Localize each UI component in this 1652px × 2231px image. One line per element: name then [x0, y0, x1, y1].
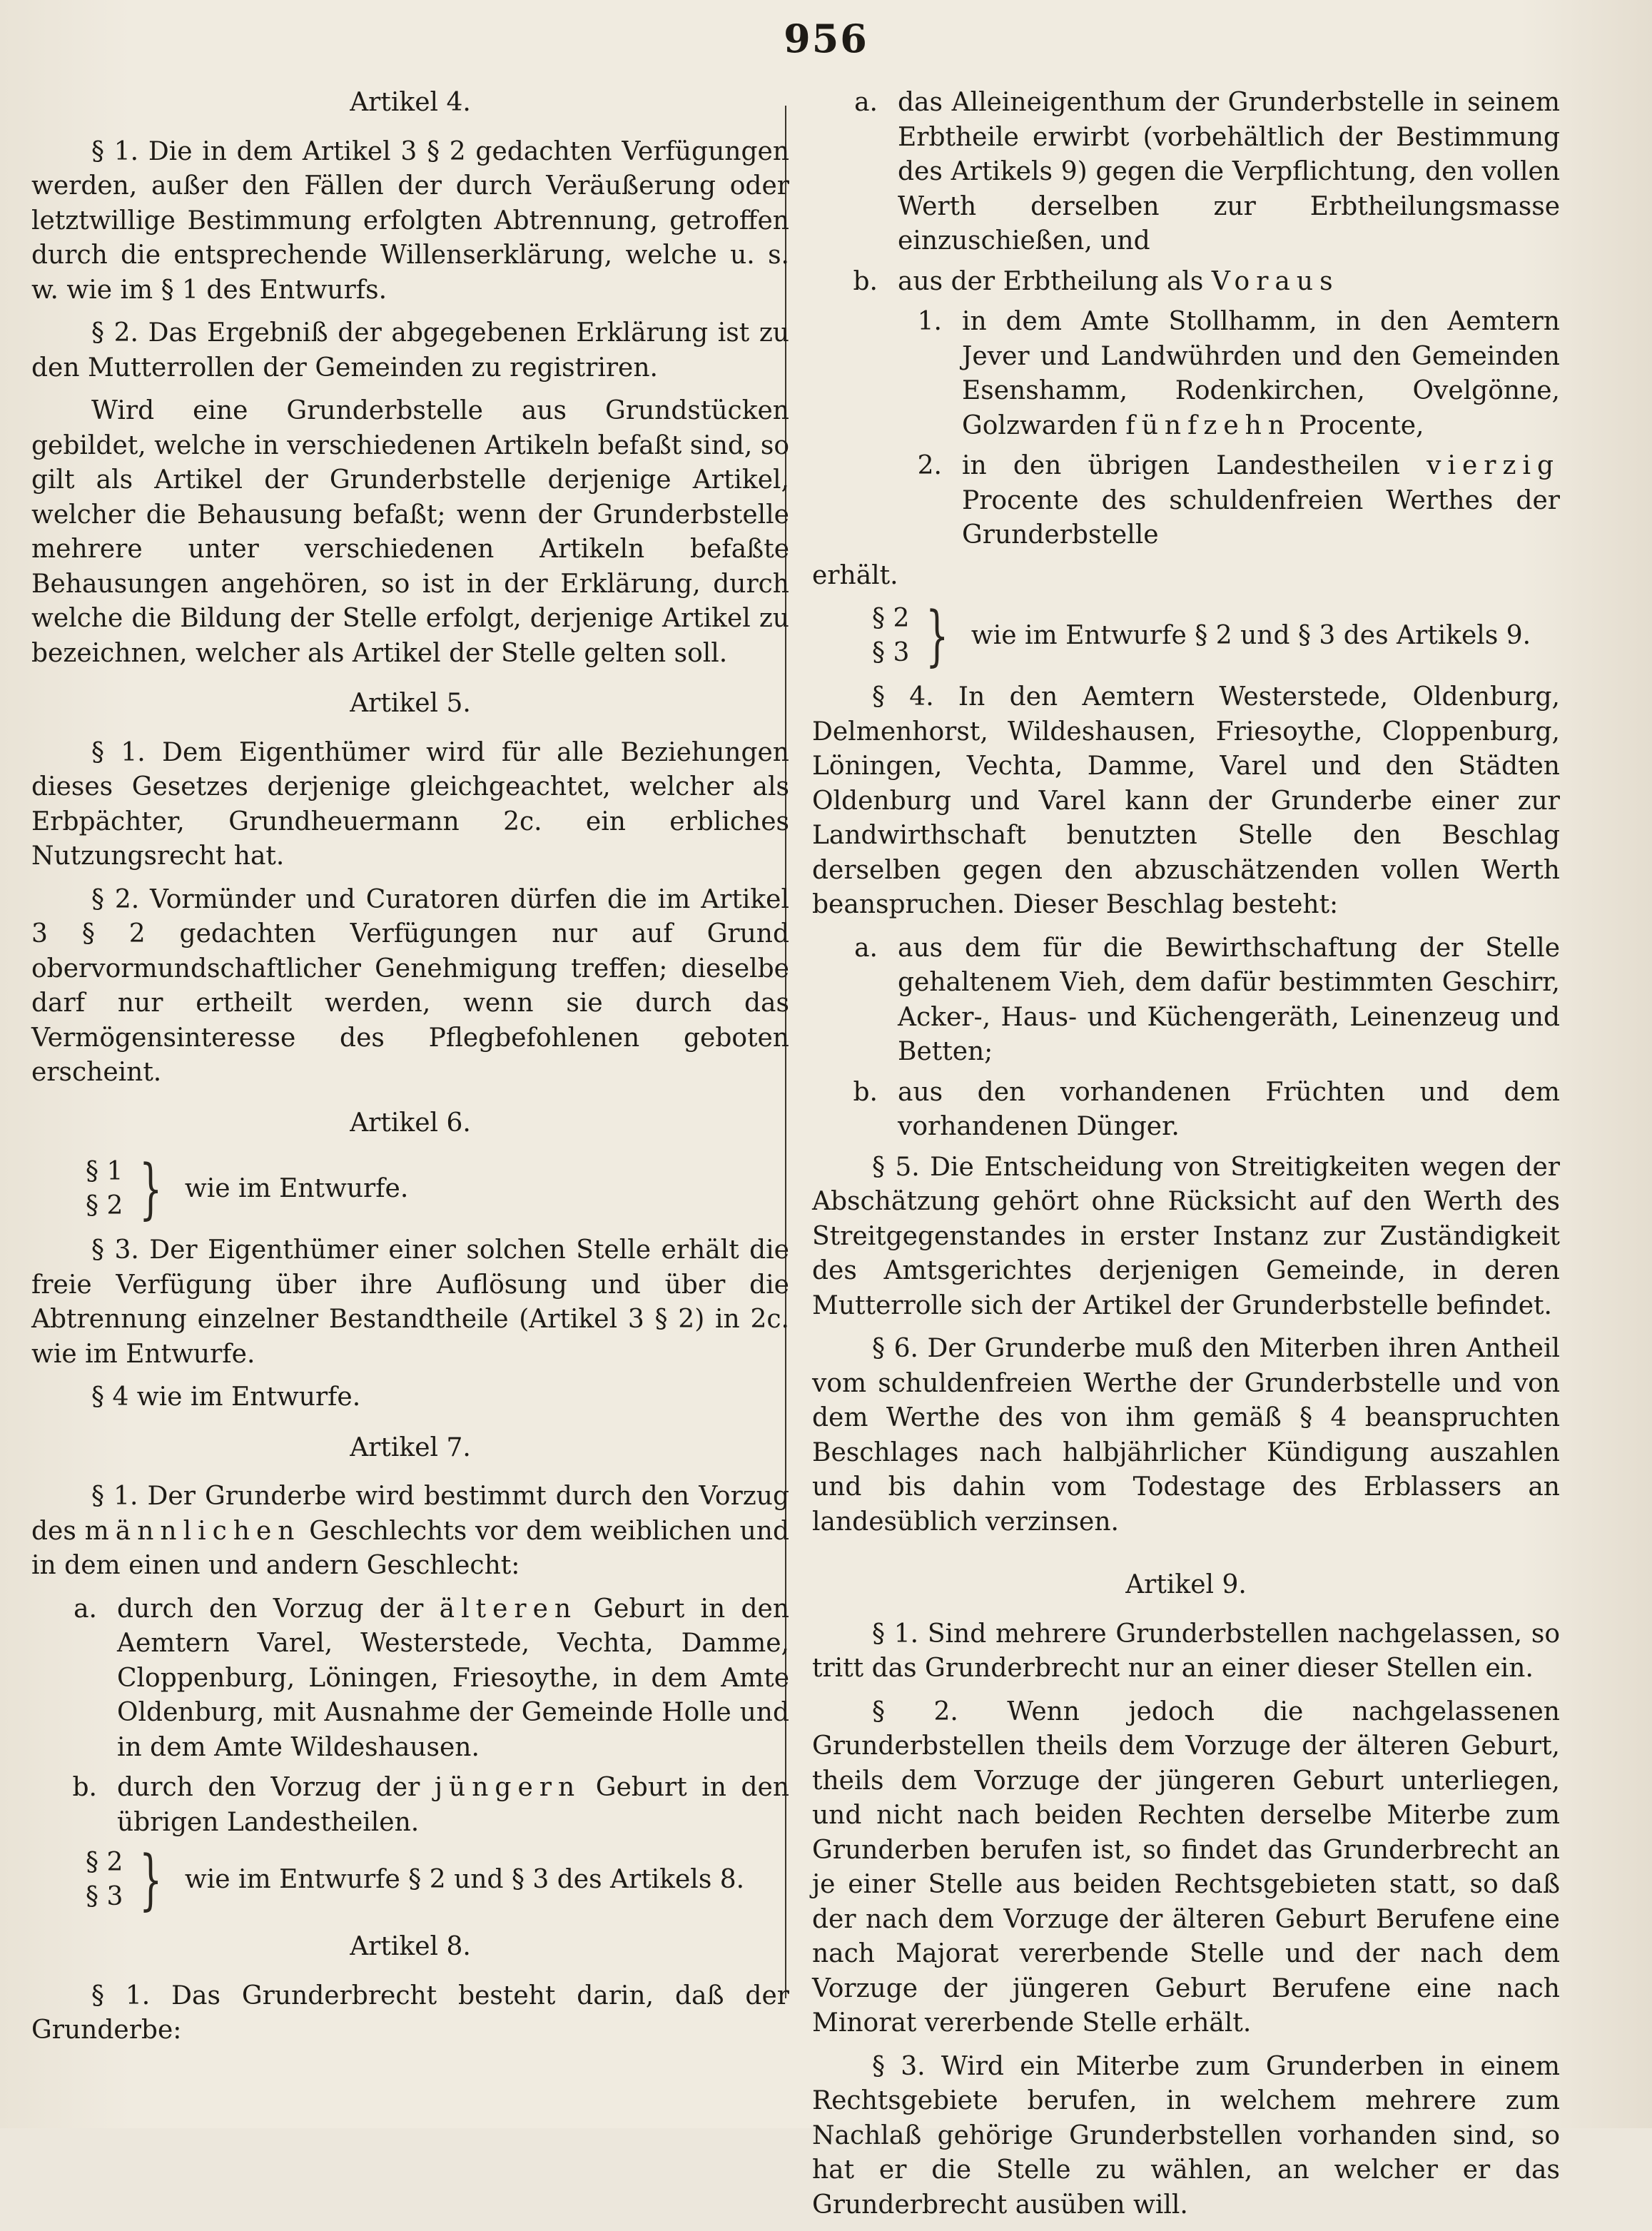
art4-paragraph-3: Wird eine Grunderbstelle aus Grundstücken gebildet, welche in verschiedenen Artikeln befaßt sind, so gilt als Artikel der Grunderbstelle derjenige Artikel, welcher die Behausung befaßt; wenn der Grunderbstelle mehrere unter verschiedenen Artikeln befaßte Behausungen angehören, so ist in der Erklärung, durch welche die Bildung der Stelle erfolgt, derjenige Artikel zu bezeichnen, welcher als Artikel der Stelle gelten soll.: [31, 396, 789, 668]
art8-paragraph-6: § 6. Der Grunderbe muß den Miterben ihren Antheil vom schuldenfreien Werthe der Grunderbstelle und von dem Werthe des von ihm gemäß § 4 beanspruchten Beschlages nach halbjährlicher Kündigung auszahlen und bis dahin vom Todestage des Erblassers an landesüblich verzinsen.: [812, 1334, 1560, 1537]
item-text: [117, 1771, 789, 1840]
heading-artikel-4: Artikel 4.: [350, 88, 471, 117]
art5-paragraph-1: § 1. Dem Eigenthümer wird für alle Beziehungen dieses Gesetzes derjenige gleichgeachtet, welcher als Erbpächter, Grundheuermann 2c. ein erbliches Nutzungsrecht hat.: [31, 737, 789, 871]
item-marker: a.: [854, 88, 878, 117]
art7-item-b: [31, 1771, 789, 1840]
art6-brace-sections: [31, 1155, 123, 1223]
art8-section-3: § 3: [872, 638, 910, 667]
art5-paragraph-2: § 2. Vormünder und Curatoren dürfen die im Artikel 3 § 2 gedachten Verfügungen nur auf Grund obervormundschaftlicher Genehmigung treffen; dieselbe darf nur ertheilt werden, wenn sie durch das Vermögensinteresse des Pflegbefohlenen geboten erscheint.: [31, 884, 789, 1087]
item-marker: a.: [74, 1594, 97, 1624]
heading-artikel-6: Artikel 6.: [350, 1108, 471, 1138]
brace-mark: }: [139, 1841, 163, 1918]
item-marker: a.: [854, 933, 878, 963]
art8-section-2: § 2: [872, 604, 910, 633]
subitem-marker: 2.: [917, 451, 942, 480]
item-text-spaced: Voraus: [1211, 266, 1339, 296]
art8-brace-sections: [812, 602, 909, 670]
art7-section-2: § 2: [86, 1848, 123, 1877]
art7-p1-end: Geschlechts vor dem weiblichen und in dem einen und andern Geschlecht:: [31, 1516, 789, 1580]
art4-paragraph-2: § 2. Das Ergebniß der abgegebenen Erklärung ist zu den Mutterrollen der Gemeinden zu registriren.: [31, 318, 789, 383]
subitem-text-spaced: fünfzehn: [1125, 410, 1292, 440]
art7-brace-group: [31, 1841, 789, 1918]
art8-brace-group: [812, 597, 1560, 674]
item-text-end: Geburt in den Aemtern Varel, Westerstede, Vechta, Damme, Cloppenburg, Löningen, Friesoythe, in dem Amte Oldenburg, mit Ausnahme der Gemeinde Holle und in dem Amte Wildeshausen.: [117, 1594, 790, 1762]
art7-p1-start: § 1. Der Grunderbe wird bestimmt durch den Vorzug des: [31, 1482, 789, 1546]
subitem-text-spaced: vierzig: [1427, 451, 1560, 480]
art6-section-2: § 2: [86, 1191, 123, 1220]
left-column: [31, 86, 789, 2057]
art9-paragraph-1: § 1. Sind mehrere Grunderbstellen nachgelassen, so tritt das Grunderbrecht nur an einer dieser Stellen ein.: [812, 1619, 1560, 1683]
right-column: [812, 86, 1560, 2231]
art6-section-1: § 1: [86, 1157, 123, 1186]
art8-p4-item-b: [812, 1076, 1560, 1145]
item-marker: b.: [853, 1077, 878, 1107]
art7-paragraph-1: [31, 1479, 789, 1584]
subitem-text-start: in dem Amte Stollhamm, in den Aemtern Jever und Landwührden und den Gemeinden Esenshamm, Rodenkirchen, Ovelgönne, Golzwarden: [962, 307, 1560, 440]
subitem-text: [962, 449, 1560, 553]
art7-section-3: § 3: [86, 1882, 123, 1911]
art8-item-b: [812, 265, 1560, 300]
subitem-text-start: in den übrigen Landestheilen: [962, 451, 1400, 480]
item-text: aus dem für die Bewirthschaftung der Stelle gehaltenem Vieh, dem dafür bestimmten Geschirr, Acker-, Haus- und Küchengeräth, Leinenzeug und Betten;: [898, 933, 1560, 1066]
page-number: 956: [784, 16, 868, 61]
art8-paragraph-1: § 1. Das Grunderbrecht besteht darin, daß der Grunderbe:: [31, 1980, 789, 2045]
art8-erhaelt: erhält.: [812, 560, 898, 590]
art7-p1-spaced: männlichen: [84, 1516, 301, 1546]
subitem-marker: 1.: [917, 307, 942, 336]
item-text: [898, 265, 1560, 300]
art9-paragraph-3: § 3. Wird ein Miterbe zum Grunderben in einem Rechtsgebiete berufen, in welchem mehrere zum Nachlaß gehörige Grunderbstellen vorhanden sind, so hat er die Stelle zu wählen, an welcher er das Grunderbrecht ausüben will.: [812, 2051, 1560, 2220]
art6-paragraph-3: § 3. Der Eigenthümer einer solchen Stelle erhält die freie Verfügung über ihre Auflösung und über die Abtrennung einzelner Bestandtheile (Artikel 3 § 2) in 2c. wie im Entwurfe.: [31, 1235, 789, 1369]
item-marker: b.: [72, 1773, 97, 1802]
art6-brace-group: [31, 1150, 789, 1227]
item-text: aus den vorhandenen Früchten und dem vorhandenen Dünger.: [898, 1077, 1560, 1141]
subitem-text: [962, 305, 1560, 443]
art8-brace-text: wie im Entwurfe § 2 und § 3 des Artikels 9.: [971, 620, 1531, 650]
item-text: [117, 1592, 789, 1766]
item-text-start: durch den Vorzug der: [117, 1773, 420, 1802]
item-text-start: durch den Vorzug der: [117, 1594, 424, 1624]
brace-mark: }: [926, 597, 949, 674]
art8-item-a: [812, 86, 1560, 259]
heading-artikel-5: Artikel 5.: [350, 689, 471, 718]
art8-paragraph-4: § 4. In den Aemtern Westerstede, Oldenburg, Delmenhorst, Wildeshausen, Friesoythe, Cloppenburg, Löningen, Vechta, Damme, Varel und den Städten Oldenburg und Varel kann der Grunderbe einer zur Landwirthschaft benutzten Stelle den Beschlag derselben gegen den abzuschätzenden vollen Werth beanspruchen. Dieser Beschlag besteht:: [812, 682, 1560, 919]
art8-p4-item-a: [812, 931, 1560, 1070]
brace-mark: }: [139, 1150, 163, 1227]
subitem-text-end: Procente,: [1299, 410, 1424, 440]
art7-item-a: [31, 1592, 789, 1766]
art7-brace-text: wie im Entwurfe § 2 und § 3 des Artikels 8.: [184, 1864, 745, 1894]
art8-paragraph-5: § 5. Die Entscheidung von Streitigkeiten wegen der Abschätzung gehört ohne Rücksicht auf den Werth des Streitgegenstandes in erster Instanz zur Zuständigkeit des Amtsgerichtes derjenigen Gemeinde, in deren Mutterrolle sich der Artikel der Grunderbstelle befindet.: [812, 1152, 1560, 1320]
art6-brace-text: wie im Entwurfe.: [184, 1173, 409, 1203]
art7-brace-sections: [31, 1846, 123, 1914]
art8-subitem-2: [812, 449, 1560, 553]
item-marker: b.: [853, 266, 878, 296]
item-text-spaced: älteren: [439, 1594, 578, 1624]
item-text-end: Geburt in den übrigen Landestheilen.: [117, 1773, 790, 1837]
subitem-text-end: Procente des schuldenfreien Werthes der Grunderbstelle: [962, 485, 1560, 550]
art4-paragraph-1: § 1. Die in dem Artikel 3 § 2 gedachten Verfügungen werden, außer den Fällen der durch Veräußerung oder letztwillige Bestimmung erfolgten Abtrennung, getroffen durch die entsprechende Willenserklärung, welche u. s. w. wie im § 1 des Entwurfs.: [31, 136, 789, 305]
heading-artikel-7: Artikel 7.: [350, 1432, 471, 1462]
item-text: das Alleineigenthum der Grunderbstelle in seinem Erbtheile erwirbt (vorbehältlich der Bestimmung des Artikels 9) gegen die Verpflichtung, den vollen Werth derselben zur Erbtheilungsmasse einzuschießen, und: [898, 88, 1560, 256]
art6-paragraph-4: § 4 wie im Entwurfe.: [91, 1382, 361, 1412]
heading-artikel-8: Artikel 8.: [350, 1932, 471, 1961]
heading-artikel-9: Artikel 9.: [1125, 1570, 1247, 1599]
item-text-start: aus der Erbtheilung als: [898, 266, 1204, 296]
art9-paragraph-2: § 2. Wenn jedoch die nachgelassenen Grunderbstellen theils dem Vorzuge der älteren Geburt, theils dem Vorzuge der jüngeren Geburt unterliegen, und nicht nach beiden Rechten derselbe Miterbe zum Grunderben berufen ist, so findet das Grunderbrecht an je einer Stelle aus beiden Rechtsgebieten statt, so daß der nach dem Vorzuge der älteren Geburt Berufene eine nach Majorat vererbende Stelle und der nach dem Vorzuge der jüngeren Geburt Berufene eine nach Minorat vererbende Stelle erhält.: [812, 1696, 1560, 2038]
art8-subitem-1: [812, 305, 1560, 443]
item-text-spaced: jüngern: [434, 1773, 582, 1802]
